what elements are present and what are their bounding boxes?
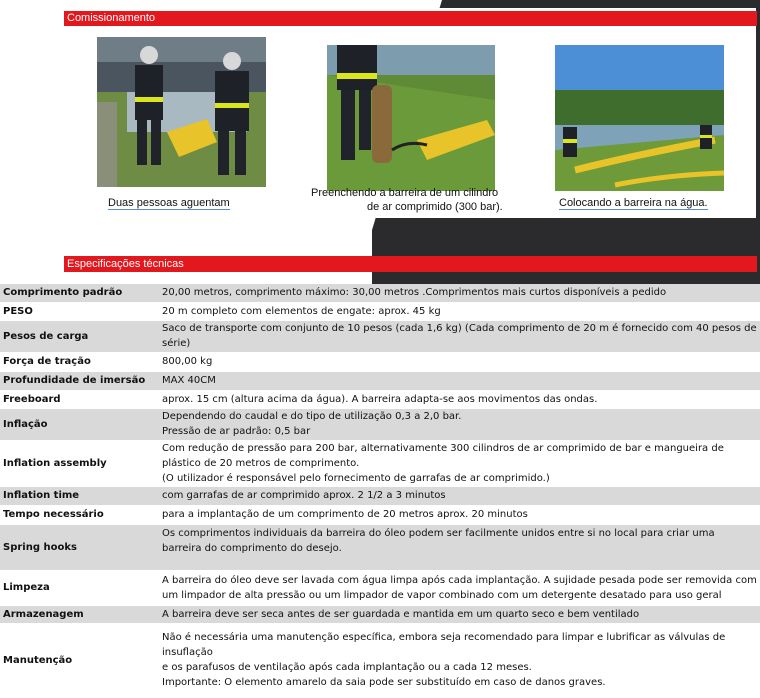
- spec-value-line: (O utilizador é responsável pelo fornecimento de garrafas de ar comprimido.): [162, 472, 550, 484]
- table-row: [0, 623, 760, 697]
- spec-key: Inflation assembly: [0, 440, 158, 486]
- spec-value: [158, 440, 760, 486]
- spec-key: PESO: [0, 302, 158, 320]
- spec-value: A barreira do óleo deve ser lavada com água limpa após cada implantação. A sujidade pesada pode ser removida com um limpador de alta pressão ou um limpador de vapor combinado com um detergente desatado para uso geral: [158, 570, 760, 605]
- spec-value: aprox. 15 cm (altura acima da água). A barreira adapta-se aos movimentos das ondas.: [158, 390, 760, 408]
- table-row: [0, 605, 760, 623]
- table-row: [0, 408, 760, 440]
- table-row: [0, 390, 760, 408]
- photo-3-caption-text: Colocando a barreira na água.: [559, 197, 708, 209]
- spec-value-line: Não é necessária uma manutenção específica, embora seja recomendado para limpar e lubrificar as válvulas de insuflação: [162, 632, 726, 658]
- specifications-header: Especificações técnicas: [64, 256, 757, 272]
- photo-1-caption: [108, 196, 230, 210]
- spec-value: [158, 623, 760, 697]
- spec-value: 20 m completo com elementos de engate: aprox. 45 kg: [158, 302, 760, 320]
- photo-1-caption-text: Duas pessoas aguentam: [108, 197, 230, 209]
- spec-key: Inflação: [0, 408, 158, 440]
- table-row: [0, 352, 760, 371]
- spec-key: Manutenção: [0, 623, 158, 697]
- spec-key: Profundidade de imersão: [0, 371, 158, 390]
- spec-value: 20,00 metros, comprimento máximo: 30,00 metros .Comprimentos mais curtos disponíveis a pedido: [158, 284, 760, 302]
- spec-key: Spring hooks: [0, 524, 158, 570]
- table-row: [0, 302, 760, 320]
- spec-value: 800,00 kg: [158, 352, 760, 371]
- spec-key: Freeboard: [0, 390, 158, 408]
- spec-value: para a implantação de um comprimento de 20 metros aprox. 20 minutos: [158, 505, 760, 524]
- spec-key: Comprimento padrão: [0, 284, 158, 302]
- table-row: [0, 284, 760, 302]
- photo-2-caption-line1: Preenchendo a barreira de um cilindro: [311, 187, 499, 199]
- spec-key: Inflation time: [0, 486, 158, 505]
- table-row: [0, 570, 760, 605]
- spec-value-line: Importante: O elemento amarelo da saia pode ser substituído em caso de danos graves.: [162, 677, 606, 688]
- photo-filling-from-cylinder: [327, 45, 495, 191]
- table-row: [0, 524, 760, 570]
- spec-key: Tempo necessário: [0, 505, 158, 524]
- photo-2-caption: [311, 186, 511, 214]
- commissioning-header: Comissionamento: [64, 11, 757, 26]
- photo-3-caption: [559, 196, 708, 210]
- spec-value: Saco de transporte com conjunto de 10 pesos (cada 1,6 kg) (Cada comprimento de 20 m é fornecido com 40 pesos de série): [158, 320, 760, 352]
- table-row: [0, 440, 760, 486]
- photo-two-people-holding-barrier: [97, 37, 266, 187]
- commissioning-panel-lower: [64, 218, 372, 256]
- spec-value-line: Dependendo do caudal e do tipo de utilização 0,3 a 2,0 bar.: [162, 411, 462, 422]
- spec-value: Os comprimentos individuais da barreira do óleo podem ser facilmente unidos entre si no local para criar uma barreira do comprimento do desejo.: [158, 524, 760, 570]
- spec-value: MAX 40CM: [158, 371, 760, 390]
- photo-placing-barrier-in-water: [555, 45, 724, 191]
- spec-key: Armazenagem: [0, 605, 158, 623]
- spec-key: Força de tração: [0, 352, 158, 371]
- spec-value-line: Com redução de pressão para 200 bar, alternativamente 300 cilindros de ar comprimido de bar e mangueira de plástico de 20 metros de comprimento.: [162, 442, 724, 469]
- spec-value: [158, 408, 760, 440]
- table-row: [0, 486, 760, 505]
- spec-value: com garrafas de ar comprimido aprox. 2 1/2 a 3 minutos: [158, 486, 760, 505]
- table-row: [0, 320, 760, 352]
- spec-key: Limpeza: [0, 570, 158, 605]
- spec-key: Pesos de carga: [0, 320, 158, 352]
- table-row: [0, 505, 760, 524]
- photo-2-caption-line2: de ar comprimido (300 bar).: [367, 201, 503, 213]
- specifications-table: [0, 284, 760, 698]
- table-row: [0, 371, 760, 390]
- spec-value-line: Pressão de ar padrão: 0,5 bar: [162, 426, 311, 437]
- spec-value: A barreira deve ser seca antes de ser guardada e mantida em um quarto seco e bem ventilado: [158, 605, 760, 623]
- spec-value-line: e os parafusos de ventilação após cada implantação ou a cada 12 meses.: [162, 662, 532, 673]
